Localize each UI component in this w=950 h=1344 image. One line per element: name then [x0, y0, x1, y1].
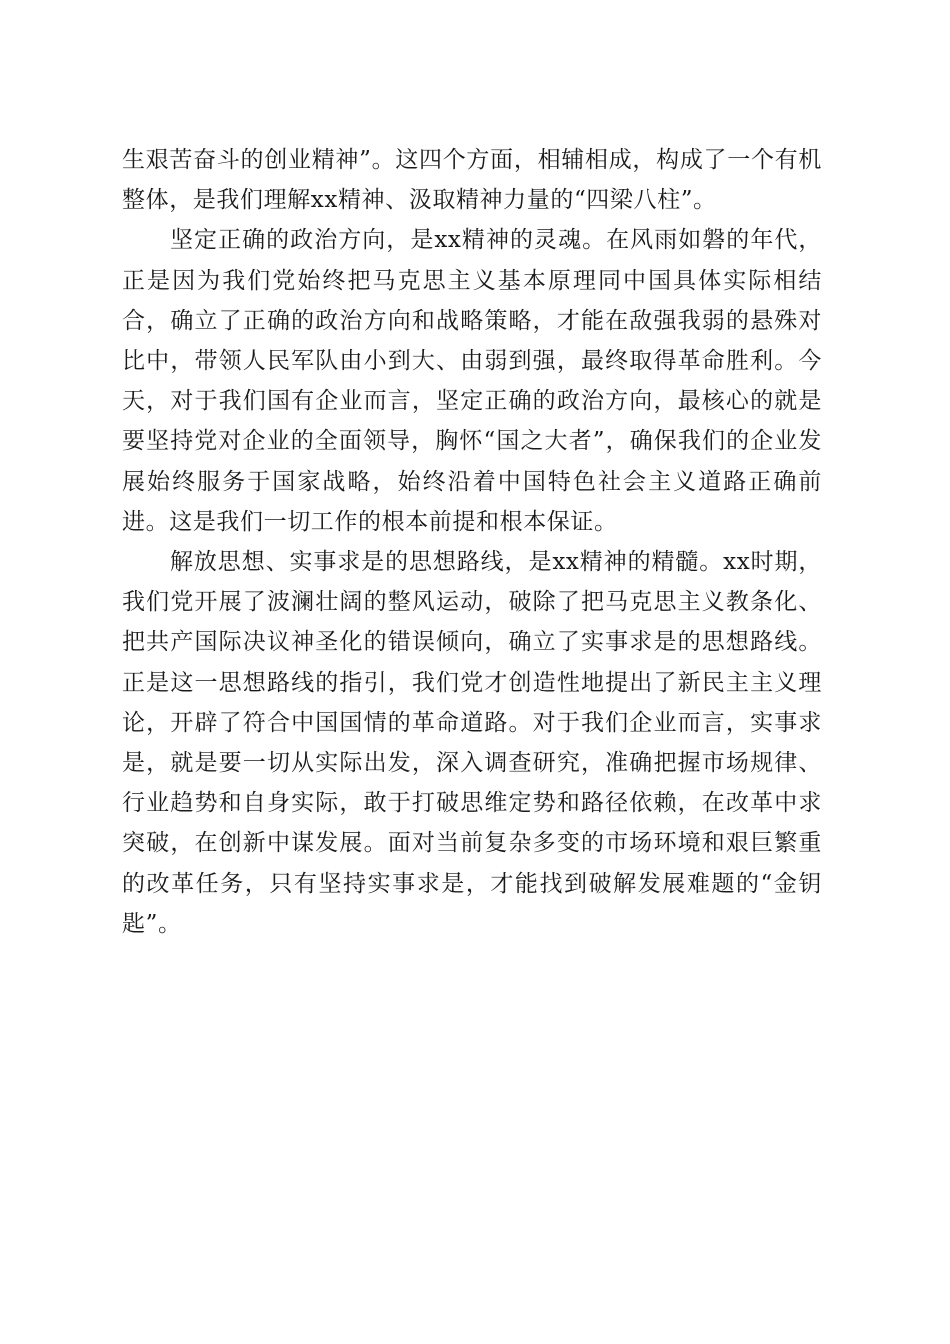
paragraph-political-direction: 坚定正确的政治方向，是xx精神的灵魂。在风雨如磐的年代，正是因为我们党始终把马克思主义基本原理同中国具体实际相结合，确立了正确的政治方向和战略策略，才能在敌强我弱的悬殊对比中，带领人民军队由小到大、由弱到强，最终取得革命胜利。今天，对于我们国有企业而言，坚定正确的政治方向，最核心的就是要坚持党对企业的全面领导，胸怀“国之大者”，确保我们的企业发展始终服务于国家战略，始终沿着中国特色社会主义道路正确前进。这是我们一切工作的根本前提和根本保证。: [122, 227, 822, 535]
document-body: [122, 140, 822, 944]
paragraph-continuation: 生艰苦奋斗的创业精神”。这四个方面，相辅相成，构成了一个有机整体，是我们理解xx精神、汲取精神力量的“四梁八柱”。: [122, 147, 822, 214]
paragraph-ideological-line: 解放思想、实事求是的思想路线，是xx精神的精髓。xx时期，我们党开展了波澜壮阔的整风运动，破除了把马克思主义教条化、把共产国际决议神圣化的错误倾向，确立了实事求是的思想路线。正是这一思想路线的指引，我们党才创造性地提出了新民主主义理论，开辟了符合中国国情的革命道路。对于我们企业而言，实事求是，就是要一切从实际出发，深入调查研究，准确把握市场规律、行业趋势和自身实际，敢于打破思维定势和路径依赖，在改革中求突破，在创新中谋发展。面对当前复杂多变的市场环境和艰巨繁重的改革任务，只有坚持实事求是，才能找到破解发展难题的“金钥匙”。: [122, 549, 822, 937]
